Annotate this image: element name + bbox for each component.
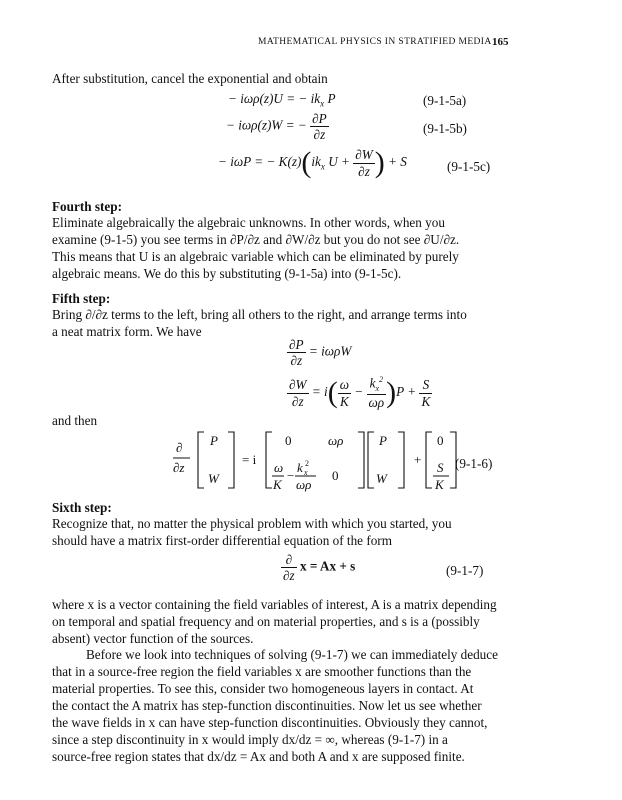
right-bracket — [358, 432, 364, 488]
matrix-a21-num2: k — [297, 460, 303, 475]
equation-9-1-7: $\frac{\partial}{\partial z}$ x = Ax + s — [283, 552, 356, 584]
equation-tag-9-1-7: (9-1-7) — [446, 563, 484, 578]
sixth-step-heading: Sixth step: — [52, 500, 112, 515]
fourth-step-line: algebraic means. We do this by substituting (9-1-5a) into (9-1-5c). — [52, 266, 402, 281]
equation-dw-dz: $\frac{\partial W}{\partial z}$ = i( $\frac{\omega}{K}$ − $\frac{k_x^2}{\omega\rho}$ )P + $\frac{S}{K}$ — [289, 375, 431, 411]
fourth-step-heading: Fourth step: — [52, 199, 122, 214]
fifth-step-heading: Fifth step: — [52, 291, 111, 306]
source-s2-num: S — [437, 460, 444, 475]
sixth-step-line: should have a matrix first-order differential equation of the form — [52, 533, 392, 548]
left-bracket — [368, 432, 374, 488]
equation-9-1-5c: − iωP = − $K(z)(ik_x$ U + $\frac{\partial W}{\partial z}$ ) + S — [218, 146, 407, 179]
matrix-d-den: ∂z — [173, 460, 185, 475]
plus-sign: + — [414, 452, 422, 467]
matrix-a21-den1: K — [273, 477, 282, 492]
minus-sign: − — [287, 468, 295, 483]
left-bracket — [426, 432, 432, 488]
left-bracket — [198, 432, 204, 488]
closing-line: the contact the A matrix has step-function discontinuities. Now let us see whether — [52, 698, 482, 713]
matrix-a11: 0 — [285, 433, 292, 448]
matrix-a21-num1: ω — [274, 460, 284, 475]
closing-line: since a step discontinuity in x would imply dx/dz = ∞, whereas (9-1-7) in a — [52, 732, 448, 747]
closing-line: on temporal and spatial frequency and on material properties, and s is a (possibly — [52, 614, 480, 629]
vector-p2: P — [379, 433, 387, 448]
fifth-step-line: Bring ∂/∂z terms to the left, bring all others to the right, and arrange terms into — [52, 307, 467, 322]
closing-line: absent) vector function of the sources. — [52, 631, 254, 646]
running-header — [258, 36, 509, 48]
matrix-a22: 0 — [332, 468, 339, 483]
right-bracket — [398, 432, 404, 488]
matrix-a21-sup: 2 — [305, 459, 309, 468]
equation-dp-dz: $\frac{\partial P}{\partial z}$ = iωρW — [289, 337, 352, 369]
matrix-a21-den2: ωρ — [296, 477, 312, 492]
fourth-step-line: This means that U is an algebraic variable which can be eliminated by purely — [52, 249, 459, 264]
matrix-equation-9-1-6 — [170, 428, 470, 494]
vector-w2: W — [376, 471, 387, 486]
source-s2-den: K — [435, 477, 444, 492]
right-bracket — [228, 432, 234, 488]
closing-line: that in a source-free region the field variables x are smoother functions than the — [52, 664, 472, 679]
equation-tag-9-1-5b: (9-1-5b) — [423, 121, 467, 136]
vector-p: P — [210, 433, 218, 448]
page-number: 165 — [492, 36, 509, 48]
fifth-step-line: a neat matrix form. We have — [52, 324, 202, 339]
and-then-text: and then — [52, 413, 98, 428]
matrix-d-num: ∂ — [176, 440, 183, 455]
intro-sentence: After substitution, cancel the exponential and obtain — [52, 71, 328, 86]
equation-tag-9-1-5a: (9-1-5a) — [423, 93, 467, 108]
vector-w: W — [208, 471, 219, 486]
running-title: MATHEMATICAL PHYSICS IN STRATIFIED MEDIA — [258, 37, 492, 47]
closing-line: material properties. To see this, consider two homogeneous layers in contact. At — [52, 681, 474, 696]
closing-line: Before we look into techniques of solving (9-1-7) we can immediately deduce — [86, 647, 498, 662]
closing-line: where x is a vector containing the field variables of interest, A is a matrix depending — [52, 597, 497, 612]
fourth-step-line: Eliminate algebraically the algebraic unknowns. In other words, when you — [52, 215, 445, 230]
sixth-step-line: Recognize that, no matter the physical problem with which you started, you — [52, 516, 452, 531]
equation-9-1-5a: − iωρ(z)U = − $ik_x$ P — [228, 91, 336, 109]
closing-line: source-free region states that dx/dz = Ax and both A and x are supposed finite. — [52, 749, 465, 764]
closing-line: the wave fields in x can have step-function discontinuities. Obviously they cannot, — [52, 715, 488, 730]
equation-9-1-5b: − iωρ(z)W = − $\frac{\partial P}{\partial z}$ — [226, 111, 327, 143]
equation-tag-9-1-6: (9-1-6) — [455, 456, 493, 471]
equation-tag-9-1-5c: (9-1-5c) — [447, 159, 491, 174]
matrix-equals-i: = i — [242, 452, 257, 467]
fourth-step-line: examine (9-1-5) you see terms in ∂P/∂z and ∂W/∂z but you do not see ∂U/∂z. — [52, 232, 460, 247]
matrix-a12: ωρ — [328, 433, 344, 448]
source-s1: 0 — [437, 433, 444, 448]
left-bracket — [266, 432, 272, 488]
matrix-a21-sub: x — [304, 468, 308, 477]
